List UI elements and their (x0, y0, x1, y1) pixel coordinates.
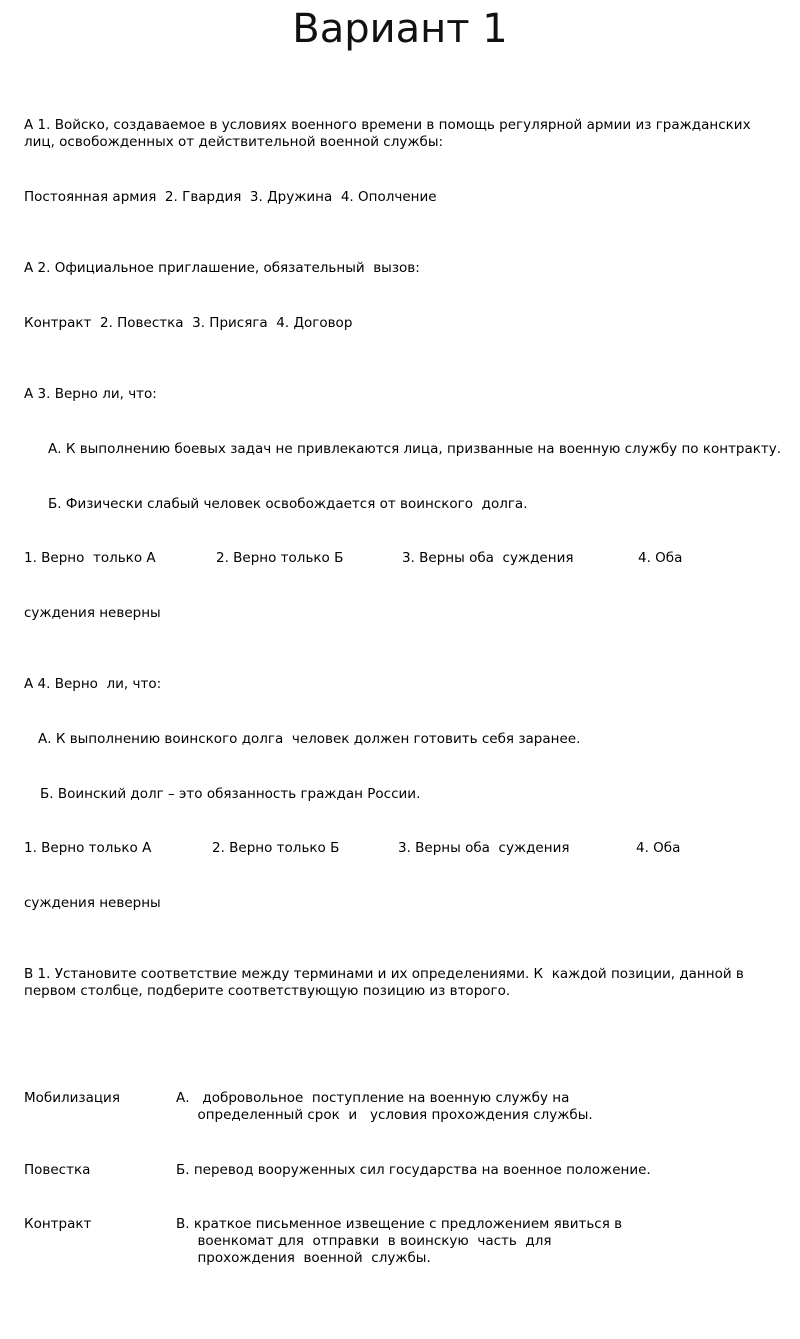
test-content (24, 66, 784, 1339)
question-a2-options: Контракт 2. Повестка 3. Присяга 4. Договор (24, 314, 353, 331)
question-a3-statement-b: Б. Физически слабый человек освобождается от воинского долга. (48, 495, 528, 512)
matching-definition: Б. перевод вооруженных сил государства на военное положение. (176, 1161, 651, 1178)
matching-definition: В. краткое письменное извещение с предложением явиться в военкомат для отправки в воинскую часть для прохождения военной службы. (176, 1216, 623, 1267)
answer-option: 3. Верны оба суждения (402, 550, 574, 567)
matching-term: Повестка (24, 1161, 91, 1178)
matching-term: Мобилизация (24, 1089, 120, 1106)
matching-table (24, 1056, 784, 1305)
question-a2: А 2. Официальное приглашение, обязательный вызов: (24, 260, 420, 277)
answer-option: 1. Верно только А (24, 550, 156, 567)
answer-option: 1. Верно только А (24, 840, 152, 857)
question-b1: В 1. Установите соответствие между терминами и их определениями. К каждой позиции, данной в первом столбце, подберите соответствующую позицию из второго. (24, 966, 749, 1000)
answer-option: 4. Оба (636, 840, 681, 857)
question-a4-statement-a: А. К выполнению воинского долга человек должен готовить себя заранее. (38, 730, 581, 747)
matching-row (24, 1162, 784, 1179)
question-a1-options: Постоянная армия 2. Гвардия 3. Дружина 4. Ополчение (24, 188, 437, 205)
matching-definition: А. добровольное поступление на военную службу на определенный срок и условия прохождения службы. (176, 1089, 593, 1123)
slide-title: Вариант 1 (292, 6, 508, 52)
question-a4-statement-b: Б. Воинский долг – это обязанность граждан России. (40, 785, 421, 802)
question-a3-statement-a: А. К выполнению боевых задач не привлекаются лица, призванные на военную службу по контракту. (48, 440, 782, 457)
question-a3-answers (24, 550, 784, 567)
question-a1: А 1. Войско, создаваемое в условиях военного времени в помощь регулярной армии из гражданских лиц, освобожденных от действительной военной службы: (24, 117, 755, 150)
answer-option: 2. Верно только Б (216, 550, 344, 567)
answer-option: 2. Верно только Б (212, 840, 340, 857)
answer-option: 4. Оба (638, 550, 683, 567)
question-a3: А 3. Верно ли, что: (24, 386, 157, 403)
matching-term: Контракт (24, 1216, 92, 1233)
answer-option-continued: суждения неверны (24, 894, 161, 911)
question-a4-answers (24, 840, 784, 857)
matching-row (24, 1090, 784, 1124)
matching-row (24, 1216, 784, 1267)
question-a4: А 4. Верно ли, что: (24, 676, 162, 693)
answer-option-continued: суждения неверны (24, 604, 161, 621)
answer-option: 3. Верны оба суждения (398, 840, 570, 857)
